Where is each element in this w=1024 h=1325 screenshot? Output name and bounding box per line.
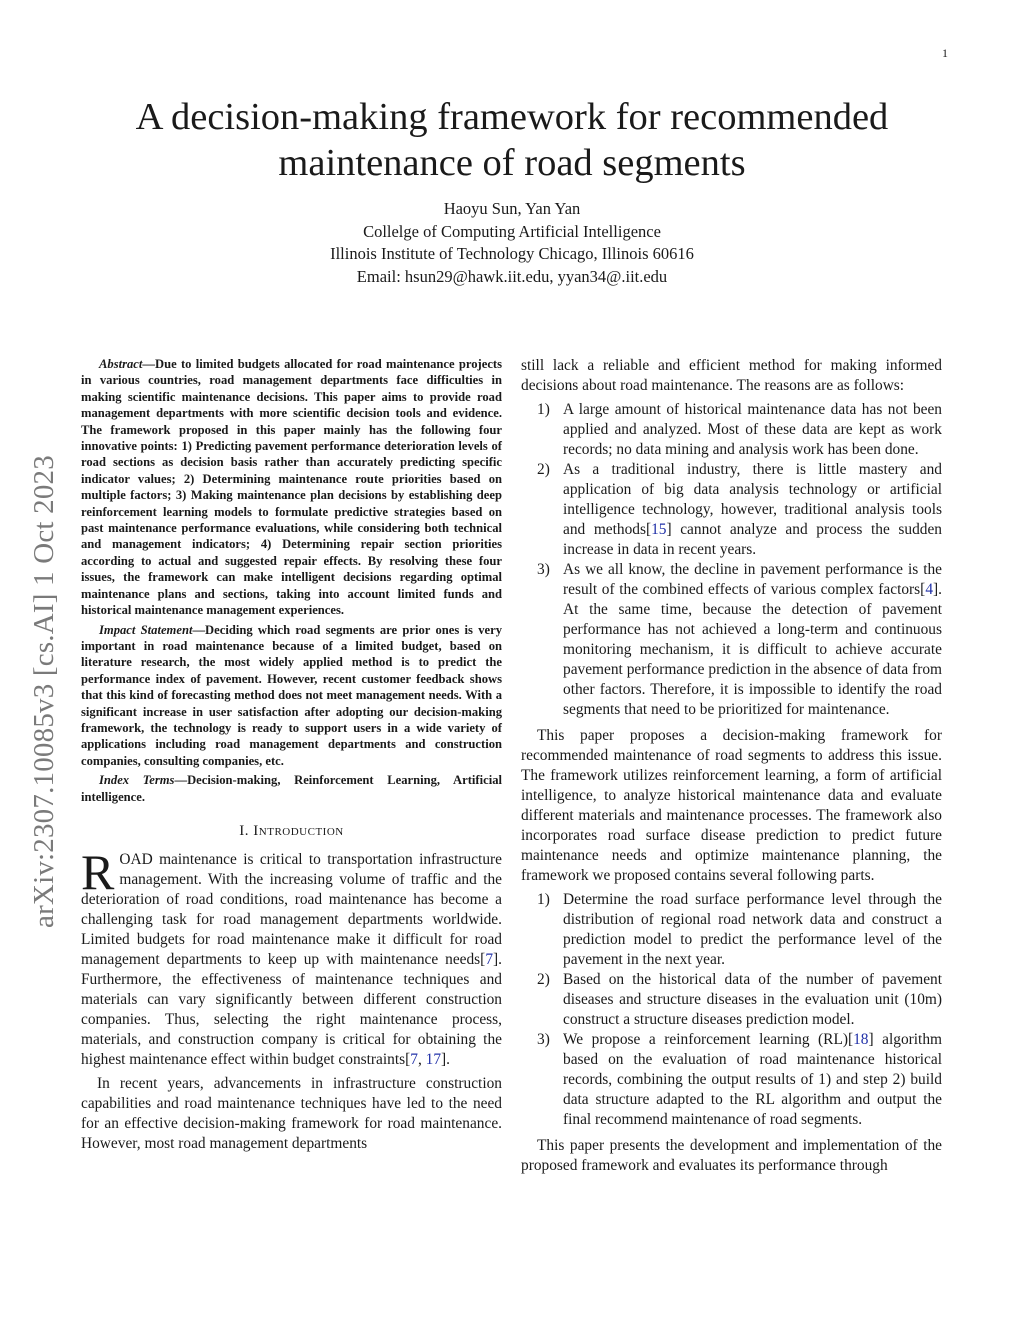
section-heading-introduction: [81, 821, 502, 841]
author-block: [60, 198, 964, 288]
list-item: [521, 560, 942, 720]
reasons-list: [521, 400, 942, 720]
affiliation-college: Collelge of Computing Artificial Intelligence: [363, 221, 661, 241]
intro-paragraph-1: [81, 843, 502, 1070]
list-number: 3): [537, 561, 550, 578]
proposal-paragraph: This paper proposes a decision-making framework for recommended maintenance of road segments to address this issue. The framework utilizes reinforcement learning, a form of artificial intelligence, to analyze historical maintenance data and evaluate different materials and maintenance processes. The framework also incorporates road surface disease prediction to predict future maintenance needs and optimize maintenance planning, the framework we proposed contains several following parts.: [521, 727, 942, 884]
citation-link[interactable]: 4: [925, 581, 934, 598]
citation-link[interactable]: 17: [425, 1050, 442, 1068]
list-number: 3): [537, 1031, 550, 1048]
list-text: ] cannot analyze and process the sudden increase in data in recent years.: [563, 521, 942, 558]
citation-link[interactable]: 18: [853, 1031, 869, 1048]
left-column: [81, 356, 502, 1158]
impact-statement: [81, 622, 502, 770]
authors: Haoyu Sun, Yan Yan: [443, 199, 581, 218]
page-number: 1: [942, 46, 948, 60]
list-number: 2): [537, 971, 550, 988]
abstract-label: Abstract: [99, 357, 143, 371]
list-number: 1): [537, 401, 550, 418]
affiliation-institute: Illinois Institute of Technology Chicago, Illinois 60616: [330, 244, 694, 263]
list-text: A large amount of historical maintenance data has not been applied and analyzed. Most of these data are kept as work records; no data mining and analysis work has been done.: [563, 401, 942, 458]
framework-parts-list: [521, 890, 942, 1130]
list-item: [521, 890, 942, 970]
title-line-1: A decision-making framework for recommended: [135, 96, 889, 138]
list-text: ] algorithm based on the evaluation of road maintenance historical records, combining the output results of 1) and step 2) build data structure adapted to the RL algorithm and output the final recommend maintenance of road segments.: [563, 1031, 942, 1128]
index-terms-text: —Decision-making, Reinforcement Learning, Artificial intelligence.: [81, 773, 502, 804]
list-number: 1): [537, 891, 550, 908]
list-text: As a traditional industry, there is little mastery and application of big data analysis technology or artificial intelligence technology, however, traditional analysis tools and methods[: [563, 461, 942, 538]
closing-paragraph: This paper presents the development and implementation of the proposed framework and evaluates its performance through: [521, 1137, 942, 1174]
citation-separator: ,: [417, 1050, 426, 1068]
list-text: As we all know, the decline in pavement performance is the result of the combined effects of various complex factors[: [563, 561, 942, 598]
paper-title: [60, 94, 964, 186]
section-name: Introduction: [253, 822, 344, 839]
list-item: [521, 400, 942, 460]
abstract-text: —Due to limited budgets allocated for road maintenance projects in various countries, road management departments face difficulties in making scientific maintenance decisions. This paper aims to provide road management departments with more scientific decision tools and evidence. The framework proposed in this paper mainly has the following four innovative points: 1) Predicting pavement performance deterioration levels of road sections as decision basis rather than accurately predicting specific indicator values; 2) Determining maintenance route priorities based on multiple factors; 3) Making maintenance plan decisions by establishing deep reinforcement learning models to formulate predictive strategies based on past maintenance performance evaluations, while considering both technical and management indicators; 4) Determining repair section priorities according to actual and suggested repair effects. By resolving these four issues, the framework can make intelligent decisions regarding optimal maintenance plans and sections, taking into account limited funds and historical maintenance management experiences.: [81, 357, 502, 618]
intro-text: ]. Furthermore, the effectiveness of maintenance techniques and materials can vary significantly between different construction companies. Thus, selecting the right maintenance process, materials, and construction company is critical for obtaining the highest maintenance effect within budget constraints[: [81, 950, 502, 1068]
list-item: [521, 1030, 942, 1130]
index-terms-label: Index Terms: [99, 773, 175, 788]
section-number: I.: [239, 822, 250, 839]
impact-statement-label: Impact Statement: [99, 622, 193, 637]
email: Email: hsun29@hawk.iit.edu, yyan34@.iit.edu: [356, 266, 668, 286]
list-number: 2): [537, 461, 550, 478]
list-text: We propose a reinforcement learning (RL)[: [563, 1031, 854, 1048]
abstract: [81, 356, 502, 619]
citation-link[interactable]: 7: [485, 950, 494, 968]
intro-text: ].: [441, 1050, 451, 1068]
continued-paragraph: still lack a reliable and efficient method for making informed decisions about road maintenance. The reasons are as follows:: [521, 357, 942, 394]
list-item: [521, 970, 942, 1030]
list-text: ]. At the same time, because the detection of pavement performance has not achieved a long-term and continuous monitoring mechanism, it is difficult to achieve accurate pavement performance prediction in the absence of data from other factors. Therefore, it is impossible to identify the road segments that need to be prioritized for maintenance.: [563, 581, 942, 718]
citation-link[interactable]: 7: [410, 1050, 418, 1068]
citation-link[interactable]: 15: [651, 521, 667, 538]
list-text: Determine the road surface performance level through the distribution of regional road network data and construct a prediction model to predict the performance level of the pavement in the next year.: [563, 891, 942, 968]
list-item: [521, 460, 942, 560]
arxiv-stamp: arXiv:2307.10085v3 [cs.AI] 1 Oct 2023: [28, 455, 60, 928]
index-terms: [81, 772, 502, 805]
intro-paragraph-2: In recent years, advancements in infrastructure construction capabilities and road maintenance techniques have led to the need for an effective decision-making framework for road maintenance. However, most road management departments: [81, 1074, 502, 1152]
intro-text: OAD maintenance is critical to transportation infrastructure management. With the increasing volume of traffic and the deterioration of road conditions, road maintenance has become a challenging task for road management departments worldwide. Limited budgets for road maintenance make it difficult for road management departments to keep up with maintenance needs[: [81, 850, 502, 968]
title-line-2: maintenance of road segments: [278, 142, 746, 184]
drop-cap: R: [81, 843, 115, 900]
impact-statement-text: —Deciding which road segments are prior ones is very important in road maintenance because of a limited budget, based on literature research, the most widely applied method is to predict the performance index of pavement. However, recent customer feedback shows that this kind of forecasting method does not meet management needs. With a significant increase in user satisfaction after adopting our decision-making framework, the technology is ready to support users in a wide variety of applications including road management departments and construction companies, consulting companies, etc.: [81, 622, 502, 768]
right-column: [521, 356, 942, 1180]
list-text: Based on the historical data of the number of pavement diseases and structure diseases in the evaluation unit (10m) construct a structure diseases prediction model.: [563, 971, 942, 1028]
